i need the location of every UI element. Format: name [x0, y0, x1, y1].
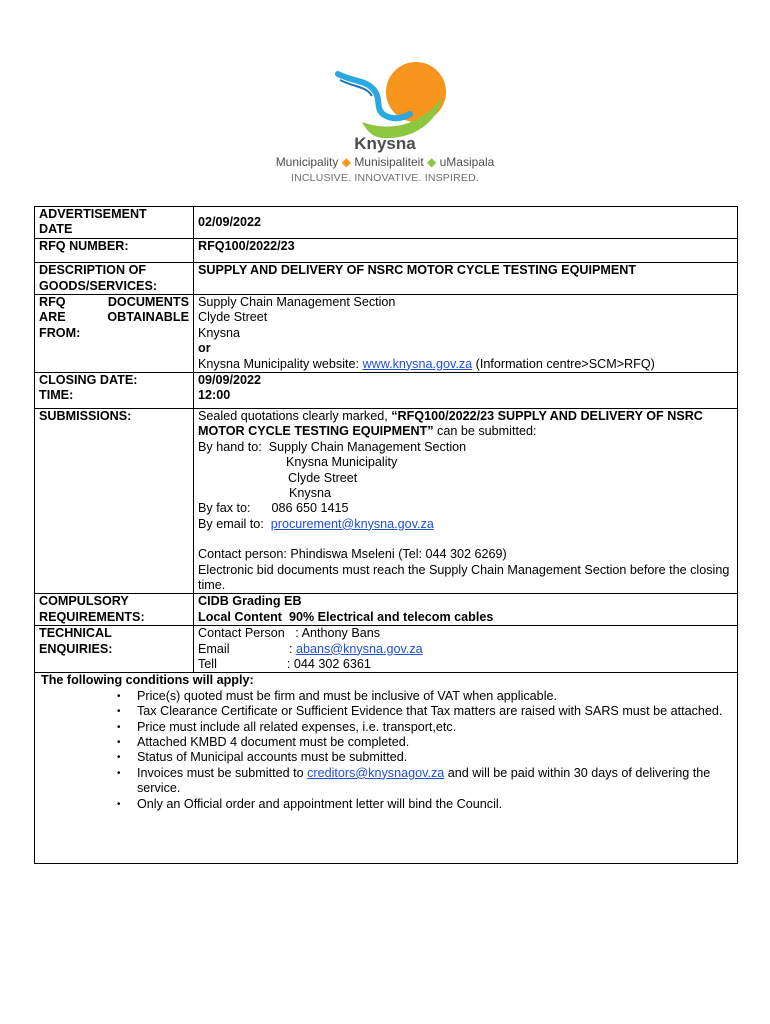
- submissions-label: SUBMISSIONS:: [35, 408, 194, 593]
- hand-line3: Clyde Street: [288, 470, 358, 485]
- documents-value: [194, 295, 738, 373]
- rfq-table: [34, 206, 738, 864]
- documents-website: [198, 357, 733, 372]
- hand-label: By hand to:: [198, 439, 269, 454]
- documents-line2: Clyde Street: [198, 310, 268, 325]
- technical-label: [35, 626, 194, 673]
- tech-email-link[interactable]: abans@knysna.gov.za: [295, 641, 423, 656]
- condition-item: • Only an Official order and appointment letter will bind the Council.: [137, 797, 733, 812]
- submissions-value: [194, 408, 738, 593]
- tech-contact-label: Contact Person :: [198, 626, 302, 641]
- conditions-list: [41, 689, 733, 812]
- tech-tell-row: [198, 657, 733, 672]
- closing-label-b: TIME:: [39, 388, 74, 403]
- row-compulsory: [35, 594, 738, 626]
- documents-label: [35, 295, 194, 373]
- email-label: By email to:: [198, 516, 271, 531]
- tech-contact-value: Anthony Bans: [301, 626, 381, 641]
- documents-or: or: [198, 341, 211, 356]
- condition-item: • Attached KMBD 4 document must be completed.: [137, 735, 733, 750]
- tag-umasipala: uMasipala: [439, 155, 495, 169]
- row-advert-date: [35, 207, 738, 239]
- tag-dot-icon: ◆: [427, 155, 437, 169]
- hand-line4: Knysna: [289, 485, 332, 500]
- tech-email-row: [198, 642, 733, 657]
- advert-date: 02/09/2022: [194, 207, 738, 239]
- tech-contact-row: [198, 626, 733, 641]
- condition-item: • Tax Clearance Certificate or Sufficient Evidence that Tax matters are raised with SARS must be attached.: [137, 704, 733, 719]
- brand-name: Knysna: [354, 134, 416, 153]
- electronic-note: Electronic bid documents must reach the Supply Chain Management Section before the closing time.: [198, 562, 730, 592]
- website-link[interactable]: www.knysna.gov.za: [362, 356, 473, 371]
- tag-munisipaliteit: Munisipaliteit: [354, 155, 424, 169]
- tech-email-label: Email :: [198, 641, 296, 656]
- row-description: [35, 263, 738, 295]
- creditors-email-link[interactable]: creditors@knysnagov.za: [307, 765, 445, 780]
- compulsory-label-b: REQUIREMENTS:: [39, 609, 145, 624]
- documents-label-c: FROM:: [39, 325, 81, 340]
- condition-item: • Price must include all related expenses, i.e. transport,etc.: [137, 720, 733, 735]
- local-content: Local Content 90% Electrical and telecom cables: [198, 609, 494, 624]
- compulsory-value: [194, 594, 738, 626]
- technical-label-b: ENQUIRIES:: [39, 641, 113, 656]
- technical-label-a: TECHNICAL: [39, 626, 112, 641]
- closing-value: [194, 373, 738, 409]
- closing-date: 09/09/2022: [198, 373, 262, 388]
- row-submissions: [35, 408, 738, 593]
- hand-line1: Supply Chain Management Section: [268, 439, 467, 454]
- rfq-number-label: RFQ NUMBER:: [35, 238, 194, 262]
- condition-item-invoices: [137, 766, 733, 797]
- tech-tell-label: Tell :: [198, 656, 294, 671]
- fax-value: 086 650 1415: [271, 501, 349, 516]
- documents-label-b: ARE OBTAINABLE: [39, 310, 189, 325]
- description-label: [35, 263, 194, 295]
- compulsory-label-a: COMPULSORY: [39, 594, 129, 609]
- spacer: [198, 532, 733, 547]
- documents-label-a: RFQ DOCUMENTS: [39, 295, 189, 310]
- fax-label: By fax to:: [198, 501, 272, 516]
- tech-tell-value: 044 302 6361: [293, 656, 371, 671]
- closing-label: [35, 373, 194, 409]
- invoice-prefix: Invoices must be submitted to: [137, 765, 308, 780]
- conditions-cell: [35, 673, 738, 864]
- website-prefix: Knysna Municipality website:: [198, 356, 363, 371]
- intro-bold: “RFQ100/2022/23 SUPPLY AND DELIVERY OF NSRC MOTOR CYCLE TESTING EQUIPMENT”: [198, 408, 703, 439]
- advert-label-b: DATE: [39, 222, 73, 237]
- intro-prefix: Sealed quotations clearly marked,: [198, 408, 392, 423]
- fax-row: [198, 501, 733, 516]
- invoice-suffix: and will be paid within 30 days of delivering the service.: [137, 765, 711, 796]
- brand-slogan: INCLUSIVE. INNOVATIVE. INSPIRED.: [290, 172, 480, 184]
- advert-label: [35, 207, 194, 239]
- logo-sun: [386, 62, 446, 122]
- row-technical: [35, 626, 738, 673]
- website-suffix: (Information centre>SCM>RFQ): [472, 356, 655, 371]
- brand-tagline: [0, 155, 770, 169]
- hand-line2: Knysna Municipality: [286, 455, 398, 470]
- documents-line3: Knysna: [198, 325, 241, 340]
- technical-value: [194, 626, 738, 673]
- condition-item: • Price(s) quoted must be firm and must be inclusive of VAT when applicable.: [137, 689, 733, 704]
- row-documents: [35, 295, 738, 373]
- rfq-number-value: RFQ100/2022/23: [194, 238, 738, 262]
- row-conditions: [35, 673, 738, 864]
- condition-item: • Status of Municipal accounts must be submitted.: [137, 750, 733, 765]
- documents-line1: Supply Chain Management Section: [198, 295, 396, 310]
- email-row: [198, 517, 733, 532]
- closing-label-a: CLOSING DATE:: [39, 373, 138, 388]
- description-value: SUPPLY AND DELIVERY OF NSRC MOTOR CYCLE TESTING EQUIPMENT: [194, 263, 738, 295]
- compulsory-label: [35, 594, 194, 626]
- closing-time: 12:00: [198, 388, 231, 403]
- tag-municipality: Municipality: [275, 155, 339, 169]
- conditions-heading: The following conditions will apply:: [41, 673, 254, 688]
- advert-label-a: ADVERTISEMENT: [39, 207, 147, 221]
- row-closing: [35, 373, 738, 409]
- description-label-a: DESCRIPTION OF: [39, 263, 147, 278]
- tag-dot-icon: ◆: [341, 155, 351, 169]
- description-label-b: GOODS/SERVICES:: [39, 278, 158, 293]
- row-rfq-number: [35, 238, 738, 262]
- procurement-email-link[interactable]: procurement@knysna.gov.za: [270, 516, 434, 531]
- submissions-intro: [198, 409, 733, 440]
- intro-suffix: can be submitted:: [433, 424, 537, 439]
- contact-person: Contact person: Phindiswa Mseleni (Tel: 044 302 6269): [198, 547, 507, 562]
- cidb-grading: CIDB Grading EB: [198, 594, 302, 609]
- hand-row: [198, 440, 733, 455]
